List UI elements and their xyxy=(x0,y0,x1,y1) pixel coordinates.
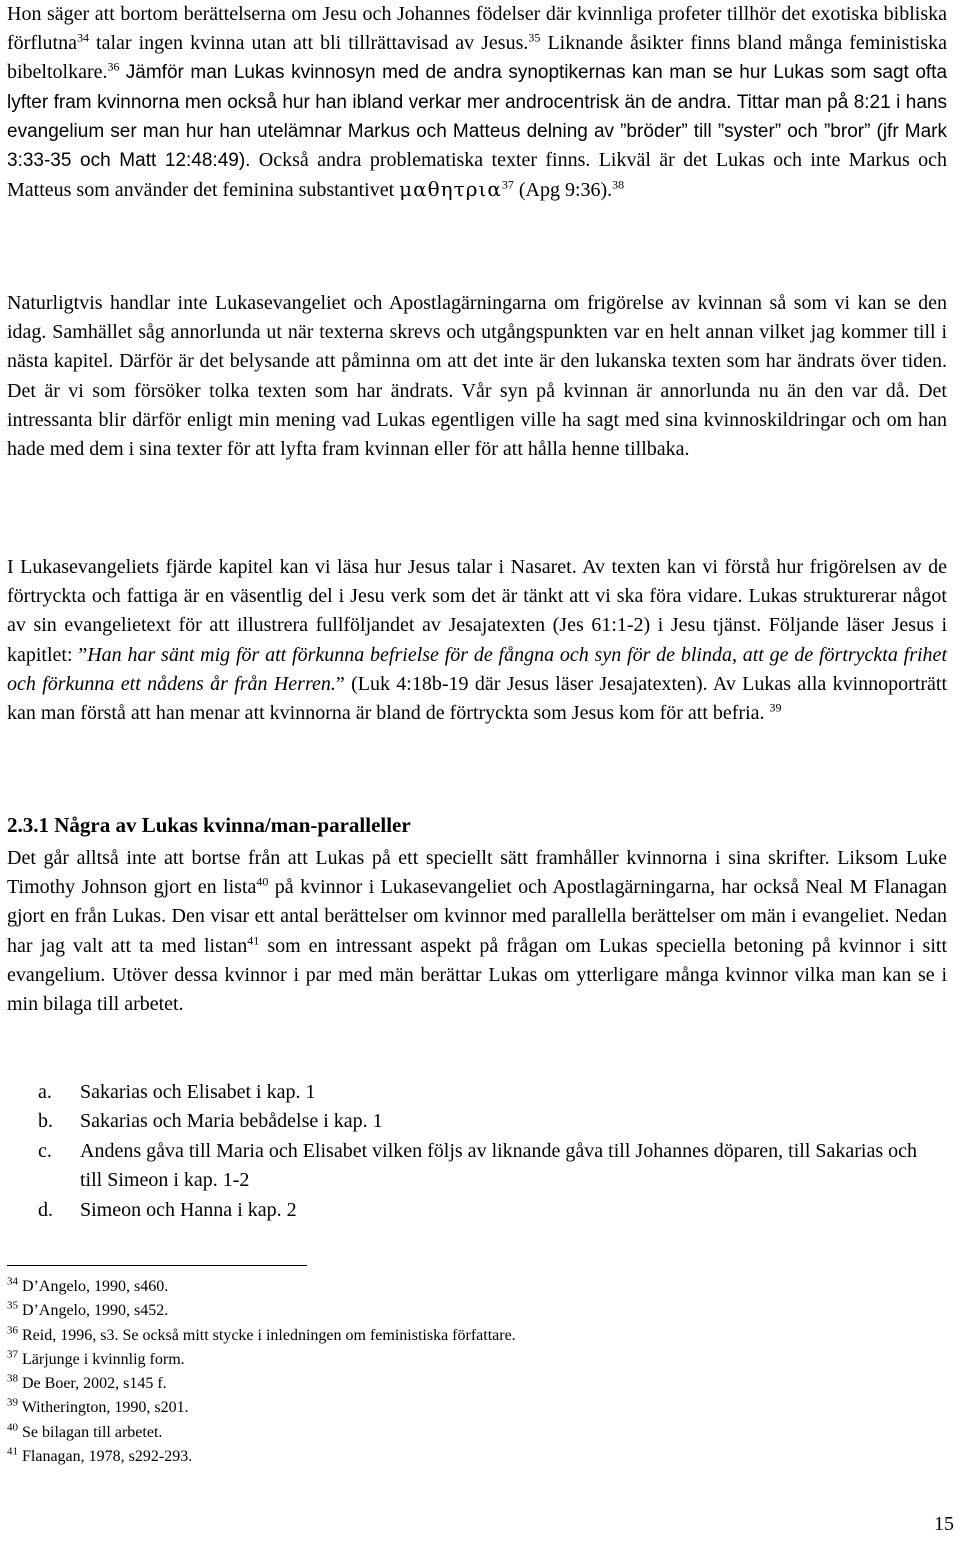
footnote xyxy=(7,1324,516,1348)
footnote-number: 41 xyxy=(7,1445,18,1458)
section-heading: 2.3.1 Några av Lukas kvinna/man-paralleller xyxy=(7,813,411,837)
p1-text-g: Likväl är det Lukas och inte Markus och Matteus som använder det feminina substantivet xyxy=(7,149,947,202)
p1-text-e: Tittar man på 8:21 i hans evangelium ser man hur han utelämnar Markus och Matteus delning av ”bröder” till ”syster” och ”bror” (jfr Mark 3:33-35 och Matt 12:48:49). xyxy=(7,91,948,172)
footnote-ref-36[interactable]: 36 xyxy=(107,59,120,74)
footnote-ref-37[interactable]: 37 xyxy=(501,177,514,192)
isaiah-quote: Han har sänt mig för att förkunna befrielse för de fångna och syn för de blinda, att ge de förtryckta frihet och förkunna ett nådens år från Herren. xyxy=(7,643,947,695)
footnote-number: 38 xyxy=(7,1372,18,1385)
list-item xyxy=(38,1196,918,1225)
footnote-ref-41[interactable]: 41 xyxy=(247,932,260,947)
footnote-number: 36 xyxy=(7,1324,18,1337)
p1-text-h: (Apg 9:36). xyxy=(518,179,613,202)
footnote xyxy=(7,1396,516,1420)
footnotes xyxy=(7,1275,516,1469)
footnote xyxy=(7,1275,516,1299)
paragraph-4 xyxy=(7,844,947,1019)
page-number: 15 xyxy=(934,1513,954,1535)
p1-text-c: Liknande åsikter finns bland många feministiska bibeltolkare. xyxy=(7,32,947,84)
footnote-text: Se bilagan till arbetet. xyxy=(22,1423,163,1441)
parallel-list xyxy=(38,1078,918,1225)
footnote-number: 39 xyxy=(7,1397,18,1410)
list-marker: c. xyxy=(38,1139,52,1162)
p1-text-a: Hon säger att bortom berättelserna om Jesu och Johannes födelser där kvinnliga profeter tillhör det exotiska bibliska förflutna xyxy=(7,3,947,55)
footnote-number: 37 xyxy=(7,1348,18,1361)
list-marker: a. xyxy=(38,1081,52,1103)
footnote xyxy=(7,1299,516,1323)
footnote-number: 35 xyxy=(7,1299,18,1312)
footnote-number: 40 xyxy=(7,1421,18,1434)
footnote xyxy=(7,1421,516,1445)
list-marker: d. xyxy=(38,1198,53,1221)
footnote-ref-38[interactable]: 38 xyxy=(612,177,625,192)
footnote-text: De Boer, 2002, s145 f. xyxy=(22,1375,167,1393)
p3-text-b: ” (Luk 4:18b-19 där Jesus läser Jesajatexten). Av Lukas alla kvinnoporträtt kan man förstå att han menar att kvinnorna är bland de förtryckta som Jesus kom för att befria. xyxy=(7,672,948,725)
greek-word: μαθητρια xyxy=(399,177,502,202)
footnote-text: D’Angelo, 1990, s460. xyxy=(22,1278,169,1295)
paragraph-2 xyxy=(7,289,947,464)
paragraph-3 xyxy=(7,553,947,728)
list-item-text: Sakarias och Maria bebådelse i kap. 1 xyxy=(80,1110,383,1133)
footnote-divider xyxy=(7,1265,307,1266)
p1-text-d: Jämför man Lukas kvinnosyn med de andra synoptikernas kan man se hur Lukas som sagt ofta lyfter fram kvinnorna men också hur han ibland verkar mer androcentrisk än de andra. xyxy=(7,62,948,113)
paragraph-1 xyxy=(7,0,947,205)
footnote xyxy=(7,1348,516,1372)
footnote-text: Reid, 1996, s3. Se också mitt stycke i inledningen om feministiska författare. xyxy=(22,1326,516,1344)
p3-text-a: I Lukasevangeliets fjärde kapitel kan vi läsa hur Jesus talar i Nasaret. Av texten kan vi förstå hur frigörelsen av de förtryckta och fattiga är en väsentlig del i Jesu verk som det är tänkt att vi ska föra vidare. Lukas strukturerar något av sin evangelietext för att illustrera fullföljandet av Jesajatexten (Jes 61:1-2) i Jesu tjänst. Följande läser Jesus i kapitlet: ” xyxy=(7,556,947,666)
p2-text: Naturligtvis handlar inte Lukasevangeliet och Apostlagärningarna om frigörelse av kvinnan så som vi kan se den idag. Samhället såg annorlunda ut när texterna skrevs och utgångspunkten var en helt annan vilket jag kommer till i nästa kapitel. Därför är det belysande att påminna om att det inte är den lukanska texten som har ändrats över tiden. Det är vi som försöker tolka texten som har ändrats. Vår syn på kvinnan är annorlunda nu än den var då. Det intressanta blir därför enligt min mening vad Lukas egentligen ville ha sagt med sina kvinnoskildringar och om han hade med dem i sina texter för att lyfta fram kvinnan eller för att hålla henne tillbaka. xyxy=(7,292,947,461)
footnote-ref-39[interactable]: 39 xyxy=(769,700,782,715)
footnote-text: Flanagan, 1978, s292-293. xyxy=(22,1448,193,1466)
footnote xyxy=(7,1445,516,1469)
list-item-text: Sakarias och Elisabet i kap. 1 xyxy=(80,1081,316,1103)
footnote-ref-34[interactable]: 34 xyxy=(76,30,89,45)
footnote xyxy=(7,1372,516,1396)
list-item-text: Andens gåva till Maria och Elisabet vilken följs av liknande gåva till Johannes döparen, till Sakarias och till Simeon i kap. 1-2 xyxy=(80,1139,918,1192)
p1-text-b: talar ingen kvinna utan att bli tillrättavisad av Jesus. xyxy=(96,32,529,55)
footnote-text: Lärjunge i kvinnlig form. xyxy=(22,1350,185,1368)
footnote-ref-40[interactable]: 40 xyxy=(256,874,269,889)
list-marker: b. xyxy=(38,1110,53,1133)
list-item xyxy=(38,1137,918,1196)
list-item xyxy=(38,1078,918,1107)
footnote-ref-35[interactable]: 35 xyxy=(528,30,541,45)
p4-text-a: Det går alltså inte att bortse från att Lukas på ett speciellt sätt framhåller kvinnorna i sina skrifter. Liksom Luke Timothy Johnson gjort en lista xyxy=(7,847,947,899)
list-item xyxy=(38,1107,918,1136)
footnote-number: 34 xyxy=(7,1275,18,1288)
p1-text-f: Också andra problematiska texter finns. xyxy=(258,149,591,172)
p4-text-c: som en intressant aspekt på frågan om Lukas speciella betoning på kvinnor i sitt evangelium. Utöver dessa kvinnor i par med män berättar Lukas om ytterligare många kvinnor vilka man kan se i min bilaga till arbetet. xyxy=(7,934,947,1016)
list-item-text: Simeon och Hanna i kap. 2 xyxy=(80,1198,297,1221)
footnote-text: Witherington, 1990, s201. xyxy=(21,1399,189,1417)
footnote-text: D’Angelo, 1990, s452. xyxy=(22,1302,169,1320)
p4-text-b: på kvinnor i Lukasevangeliet och Apostlagärningarna, har också Neal M Flanagan gjort en från Lukas. Den visar ett antal berättelser om kvinnor med parallella berättelser om män i evangeliet. Nedan har jag valt att ta med listan xyxy=(7,876,948,957)
